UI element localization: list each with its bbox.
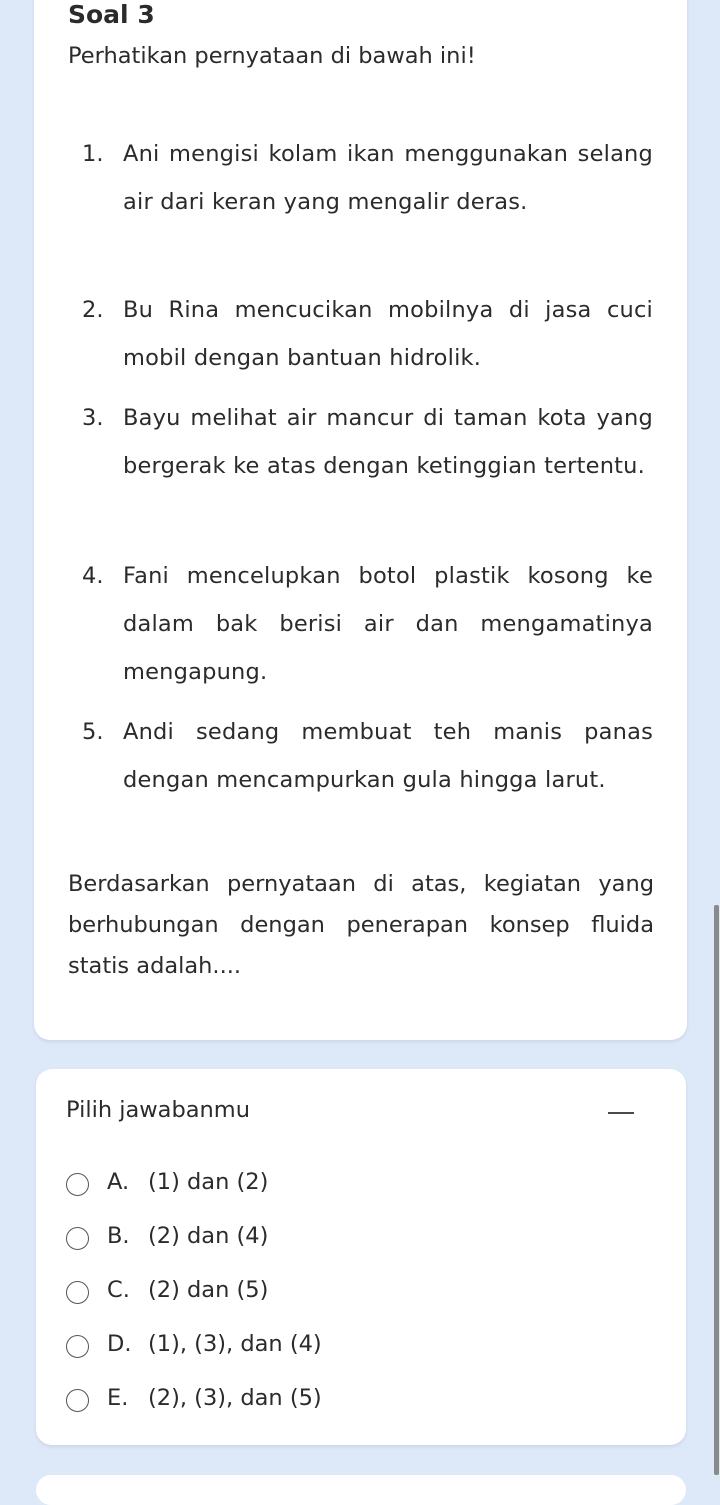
question-title: Soal 3 xyxy=(68,0,155,29)
scrollbar[interactable] xyxy=(714,905,719,1475)
radio-icon[interactable] xyxy=(66,1227,89,1250)
option-letter: D. xyxy=(107,1331,132,1357)
option-letter: C. xyxy=(107,1277,130,1303)
option-d[interactable] xyxy=(66,1329,626,1369)
option-text: (2) dan (4) xyxy=(148,1223,269,1249)
option-text: (1) dan (2) xyxy=(148,1169,269,1195)
option-text: (2) dan (5) xyxy=(148,1277,269,1303)
option-c[interactable] xyxy=(66,1275,626,1315)
statement-number: 4. xyxy=(82,563,104,589)
question-intro: Perhatikan pernyataan di bawah ini! xyxy=(68,43,476,69)
radio-icon[interactable] xyxy=(66,1389,89,1412)
next-card-edge xyxy=(36,1475,686,1505)
statement-text: Bayu melihat air mancur di taman kota yang bergerak ke atas dengan ketinggian tertentu. xyxy=(123,405,653,479)
statement-number: 5. xyxy=(82,719,104,745)
radio-icon[interactable] xyxy=(66,1281,89,1304)
statement-text: Andi sedang membuat teh manis panas dengan mencampurkan gula hingga larut. xyxy=(123,719,653,793)
question-card xyxy=(34,0,687,1040)
statement-text: Fani mencelupkan botol plastik kosong ke dalam bak berisi air dan mengamatinya mengapung. xyxy=(123,563,653,685)
collapse-icon[interactable] xyxy=(608,1112,634,1114)
statement-text: Ani mengisi kolam ikan menggunakan selang air dari keran yang mengalir deras. xyxy=(123,141,653,215)
option-b[interactable] xyxy=(66,1221,626,1261)
option-letter: E. xyxy=(107,1385,129,1411)
radio-icon[interactable] xyxy=(66,1173,89,1196)
option-e[interactable] xyxy=(66,1383,626,1423)
statement-number: 2. xyxy=(82,297,104,323)
statement-text: Bu Rina mencucikan mobilnya di jasa cuci mobil dengan bantuan hidrolik. xyxy=(123,297,653,371)
answer-card-title: Pilih jawabanmu xyxy=(66,1097,250,1123)
statement-number: 3. xyxy=(82,405,104,431)
statement-number: 1. xyxy=(82,141,104,167)
option-letter: A. xyxy=(107,1169,130,1195)
question-closing: Berdasarkan pernyataan di atas, kegiatan yang berhubungan dengan penerapan konsep fluida statis adalah.... xyxy=(68,871,654,979)
option-text: (1), (3), dan (4) xyxy=(148,1331,322,1357)
option-a[interactable] xyxy=(66,1167,626,1207)
option-letter: B. xyxy=(107,1223,130,1249)
radio-icon[interactable] xyxy=(66,1335,89,1358)
option-text: (2), (3), dan (5) xyxy=(148,1385,322,1411)
answer-card xyxy=(36,1069,686,1445)
